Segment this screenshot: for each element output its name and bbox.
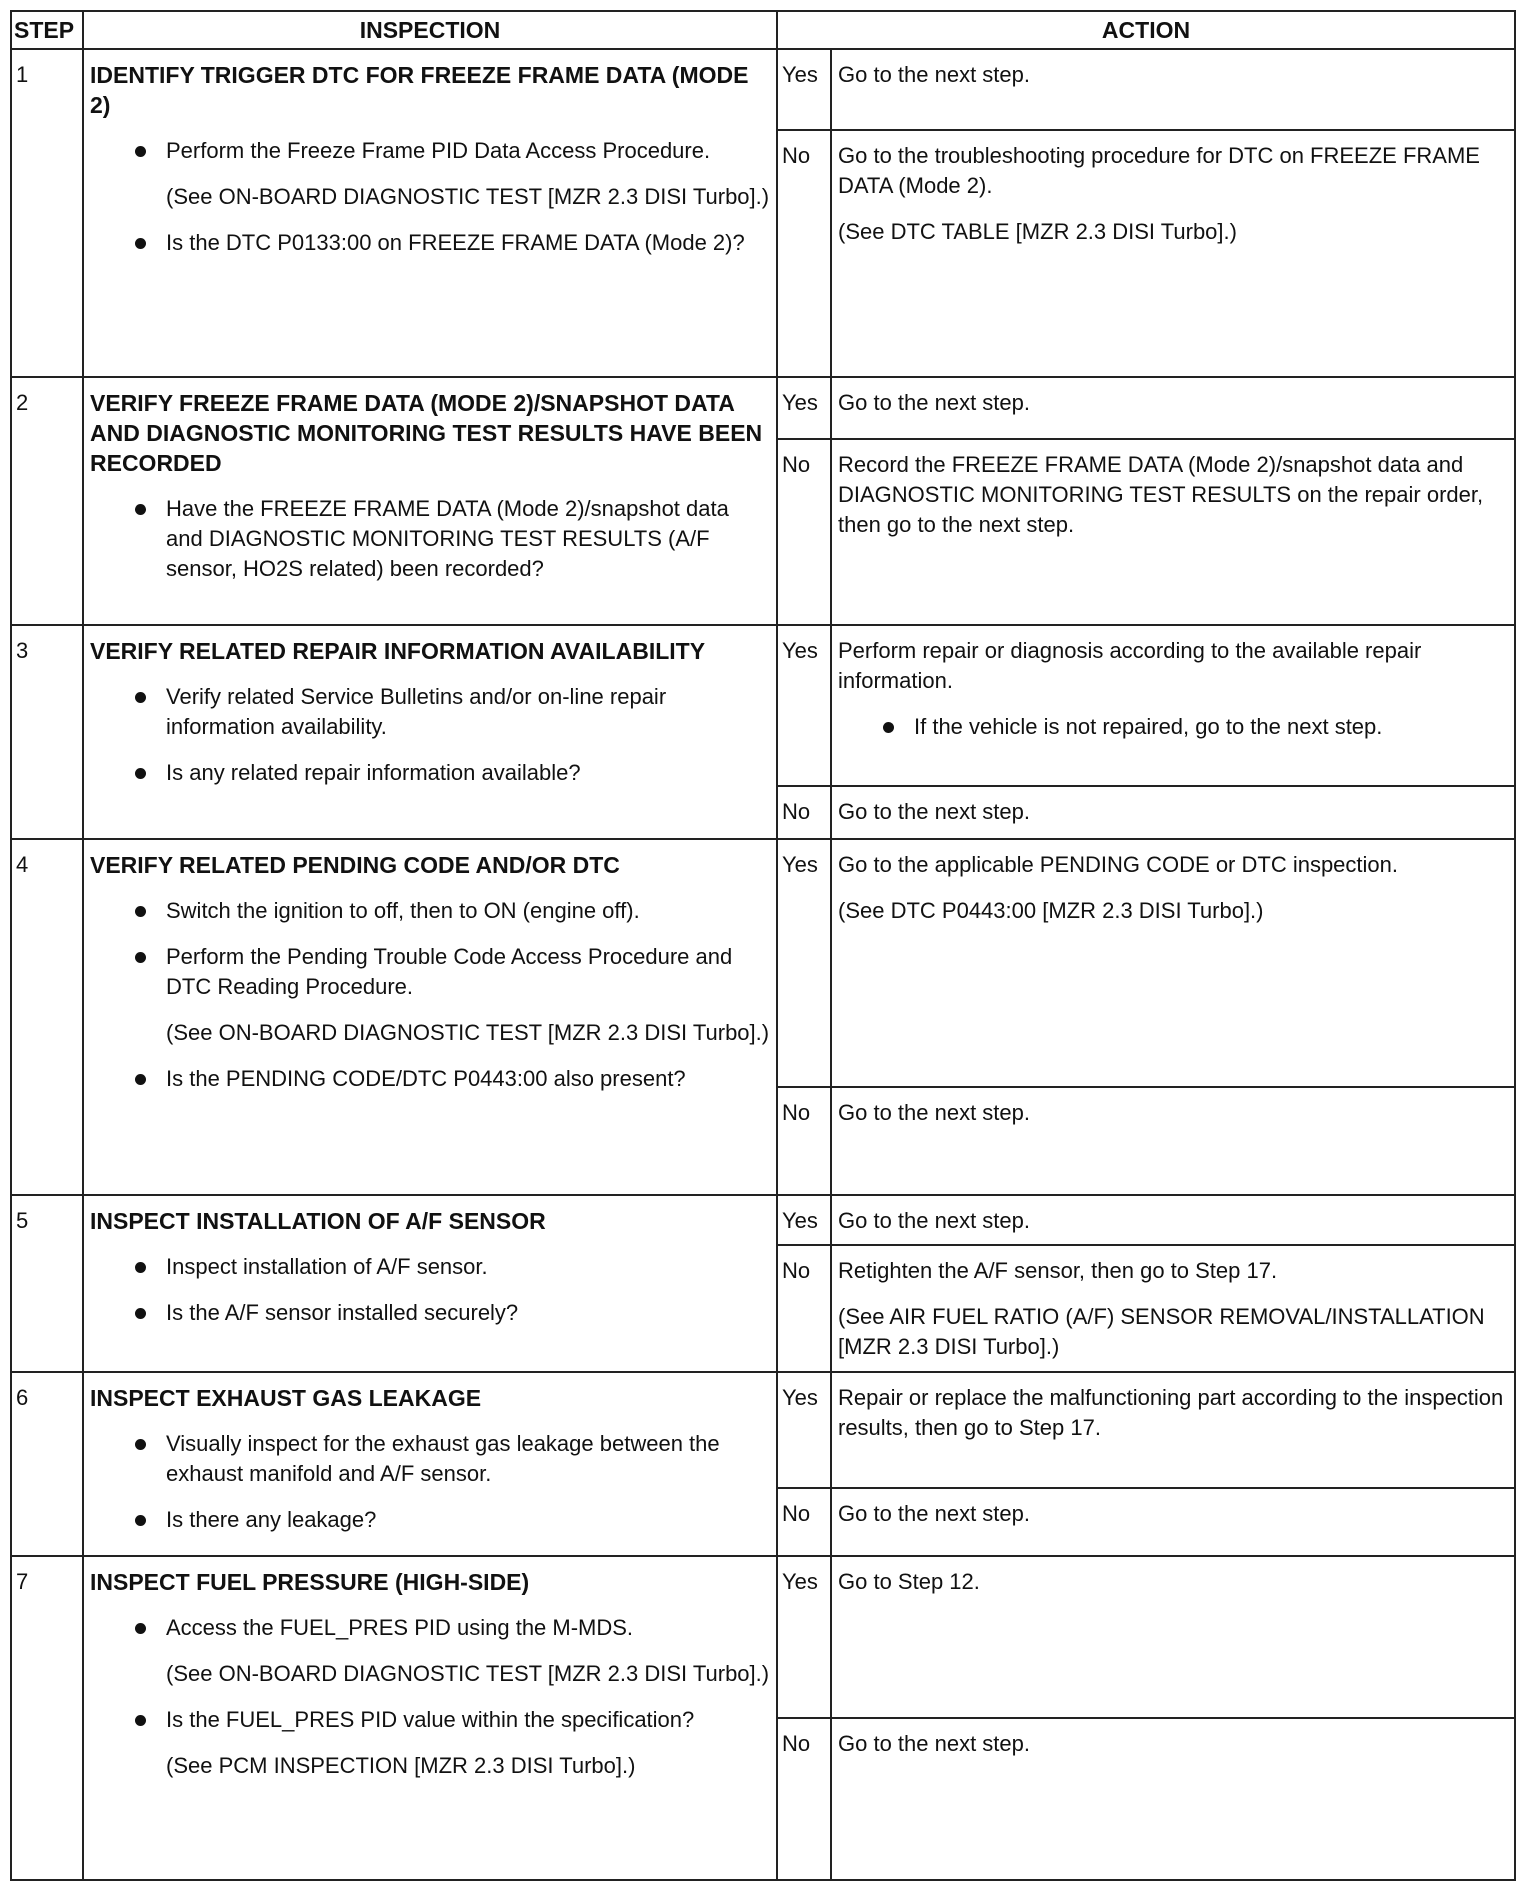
action-text: Retighten the A/F sensor, then go to Step 17. [838, 1258, 1278, 1283]
step-title: VERIFY FREEZE FRAME DATA (MODE 2)/SNAPSHOT DATA AND DIAGNOSTIC MONITORING TEST RESULTS HAVE BEEN RECORDED [90, 390, 763, 476]
no-label: No [777, 130, 831, 377]
step-title: VERIFY RELATED REPAIR INFORMATION AVAILABILITY [90, 638, 706, 664]
yes-label: Yes [777, 1195, 831, 1245]
action-text: Go to the next step. [838, 1208, 1031, 1233]
step-title: INSPECT FUEL PRESSURE (HIGH-SIDE) [90, 1569, 530, 1595]
reference-item: (See ON-BOARD DIAGNOSTIC TEST [MZR 2.3 DISI Turbo].) [166, 184, 770, 209]
inspection-cell [83, 839, 777, 1195]
inspection-cell [83, 1372, 777, 1556]
step-number: 3 [11, 625, 83, 839]
reference-item: (See ON-BOARD DIAGNOSTIC TEST [MZR 2.3 DISI Turbo].) [166, 1020, 770, 1045]
bullet-item: Perform the Freeze Frame PID Data Access Procedure. [90, 136, 770, 166]
yes-label: Yes [777, 1556, 831, 1718]
bullet-item: Is the FUEL_PRES PID value within the specification? [90, 1705, 770, 1735]
action-text: Repair or replace the malfunctioning part according to the inspection results, then go to Step 17. [838, 1385, 1504, 1440]
table-row [11, 377, 1515, 439]
inspection-table [10, 10, 1516, 1881]
action-text: Go to the troubleshooting procedure for DTC on FREEZE FRAME DATA (Mode 2). [838, 143, 1480, 198]
bullet-item: Is any related repair information available? [90, 758, 770, 788]
action-text: Go to the next step. [838, 799, 1031, 824]
yes-action [831, 377, 1515, 439]
inspection-cell [83, 377, 777, 625]
action-text: Go to Step 12. [838, 1569, 980, 1594]
yes-label: Yes [777, 625, 831, 786]
step-title: INSPECT EXHAUST GAS LEAKAGE [90, 1385, 482, 1411]
bullet-item: Is the PENDING CODE/DTC P0443:00 also present? [90, 1064, 770, 1094]
no-action [831, 786, 1515, 839]
reference-item: (See ON-BOARD DIAGNOSTIC TEST [MZR 2.3 DISI Turbo].) [166, 1661, 770, 1686]
no-label: No [777, 439, 831, 625]
no-action [831, 1718, 1515, 1880]
action-column-header: ACTION [777, 11, 1515, 49]
bullet-item: Switch the ignition to off, then to ON (engine off). [90, 896, 770, 926]
no-action [831, 439, 1515, 625]
action-text: Perform repair or diagnosis according to the available repair information. [838, 638, 1422, 693]
yes-action [831, 1556, 1515, 1718]
no-label: No [777, 1087, 831, 1195]
yes-action [831, 1195, 1515, 1245]
table-row [11, 49, 1515, 130]
action-reference: (See AIR FUEL RATIO (A/F) SENSOR REMOVAL/INSTALLATION [MZR 2.3 DISI Turbo].) [838, 1304, 1485, 1359]
bullet-item: Access the FUEL_PRES PID using the M-MDS. [90, 1613, 770, 1643]
action-bullet: If the vehicle is not repaired, go to the next step. [838, 712, 1510, 742]
table-row [11, 839, 1515, 1087]
step-number: 6 [11, 1372, 83, 1556]
bullet-item: Is the A/F sensor installed securely? [90, 1298, 770, 1328]
step-title: IDENTIFY TRIGGER DTC FOR FREEZE FRAME DATA (MODE 2) [90, 62, 749, 118]
table-row [11, 625, 1515, 786]
reference-item: (See PCM INSPECTION [MZR 2.3 DISI Turbo].) [166, 1753, 636, 1778]
yes-label: Yes [777, 1372, 831, 1488]
table-row [11, 1195, 1515, 1245]
bullet-item: Is there any leakage? [90, 1505, 770, 1535]
bullet-item: Verify related Service Bulletins and/or on-line repair information availability. [90, 682, 770, 742]
inspection-cell [83, 49, 777, 377]
inspection-cell [83, 1195, 777, 1372]
header-row [11, 11, 1515, 49]
yes-label: Yes [777, 377, 831, 439]
yes-action [831, 1372, 1515, 1488]
bullet-item: Perform the Pending Trouble Code Access Procedure and DTC Reading Procedure. [90, 942, 770, 1002]
no-action [831, 1488, 1515, 1556]
yes-label: Yes [777, 839, 831, 1087]
table-row [11, 1372, 1515, 1488]
action-text: Go to the next step. [838, 1731, 1031, 1756]
inspection-cell [83, 625, 777, 839]
action-text: Go to the next step. [838, 1100, 1031, 1125]
action-text: Go to the next step. [838, 1501, 1031, 1526]
table-row [11, 1556, 1515, 1718]
step-number: 1 [11, 49, 83, 377]
bullet-item: Visually inspect for the exhaust gas leakage between the exhaust manifold and A/F sensor. [90, 1429, 770, 1489]
action-reference: (See DTC TABLE [MZR 2.3 DISI Turbo].) [838, 219, 1237, 244]
step-number: 5 [11, 1195, 83, 1372]
action-text: Go to the next step. [838, 390, 1031, 415]
step-number: 2 [11, 377, 83, 625]
diagnostic-procedure-sheet [10, 10, 1514, 1881]
action-text: Record the FREEZE FRAME DATA (Mode 2)/snapshot data and DIAGNOSTIC MONITORING TEST RESULTS on the repair order, then go to the next step. [838, 452, 1484, 537]
yes-action [831, 625, 1515, 786]
bullet-item: Have the FREEZE FRAME DATA (Mode 2)/snapshot data and DIAGNOSTIC MONITORING TEST RESULTS (A/F sensor, HO2S related) been recorded? [90, 494, 770, 584]
no-action [831, 1245, 1515, 1372]
no-label: No [777, 1245, 831, 1372]
no-label: No [777, 786, 831, 839]
bullet-item: Inspect installation of A/F sensor. [90, 1252, 770, 1282]
step-column-header: STEP [11, 11, 83, 49]
inspection-cell [83, 1556, 777, 1880]
bullet-item: Is the DTC P0133:00 on FREEZE FRAME DATA (Mode 2)? [90, 228, 770, 258]
no-label: No [777, 1718, 831, 1880]
no-label: No [777, 1488, 831, 1556]
no-action [831, 1087, 1515, 1195]
action-reference: (See DTC P0443:00 [MZR 2.3 DISI Turbo].) [838, 898, 1264, 923]
step-number: 4 [11, 839, 83, 1195]
inspection-column-header: INSPECTION [83, 11, 777, 49]
yes-action [831, 839, 1515, 1087]
yes-label: Yes [777, 49, 831, 130]
action-text: Go to the next step. [838, 62, 1031, 87]
no-action [831, 130, 1515, 377]
action-text: Go to the applicable PENDING CODE or DTC inspection. [838, 852, 1399, 877]
step-number: 7 [11, 1556, 83, 1880]
yes-action [831, 49, 1515, 130]
step-title: INSPECT INSTALLATION OF A/F SENSOR [90, 1208, 546, 1234]
step-title: VERIFY RELATED PENDING CODE AND/OR DTC [90, 852, 620, 878]
